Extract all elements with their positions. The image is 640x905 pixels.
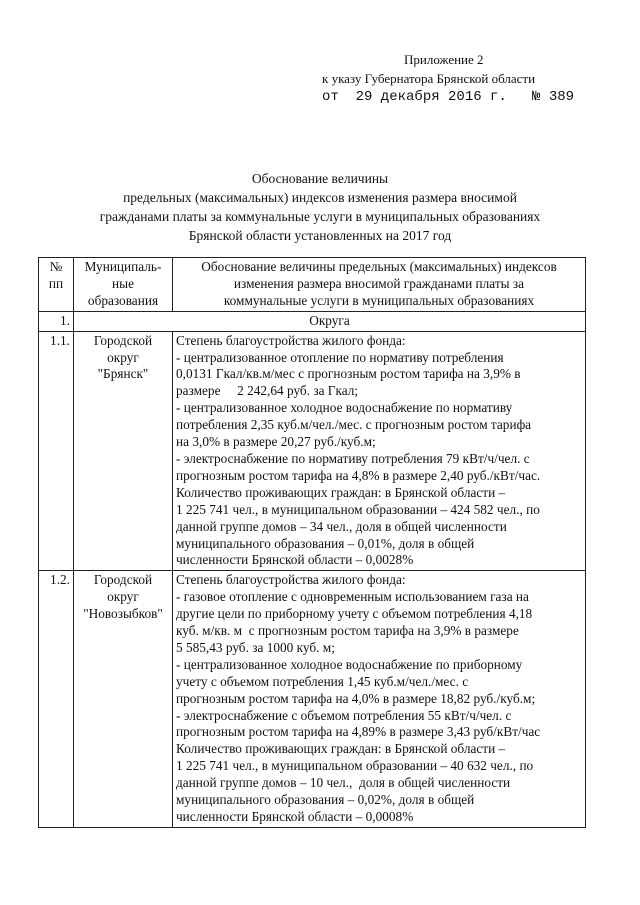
row-justification: Степень благоустройства жилого фонда: - централизованное отопление по нормативу потребления 0,0131 Гкал/кв.м/мес с прогнозным ростом тарифа на 3,9% в размере 2 242,64 руб. за Гкал; - централизованное холодное водоснабжение по нормативу потребления 2,35 куб.м/чел./мес. с прогнозным ростом тарифа на 3,0% в размере 20,27 руб./куб.м; - электроснабжение по нормативу потребления 79 кВт/ч/чел. с прогнозным ростом тарифа на 4,8% в размере 2,40 руб./кВт/час. Количество проживающих граждан: в Брянской области – 1 225 741 чел., в муниципальном образовании – 424 582 чел., по данной группе домов – 34 чел., доля в общей численности муниципального образования – 0,01%, доля в общей численности Брянской области – 0,0028% [173, 331, 586, 571]
document-title [0, 169, 640, 245]
row-num: 1.2. [39, 571, 74, 828]
row-municipality: Городской округ "Новозыбков" [74, 571, 173, 828]
title-line: гражданами платы за коммунальные услуги в муниципальных образованиях [99, 209, 541, 224]
table-row [39, 571, 586, 828]
title-line: Обоснование величины [251, 171, 389, 186]
justification-table [38, 257, 586, 828]
appendix-block [322, 50, 574, 107]
section-num: 1. [39, 311, 74, 331]
section-title: Округа [74, 311, 586, 331]
row-num: 1.1. [39, 331, 74, 571]
appendix-title: Приложение 2 [404, 52, 484, 67]
title-line: предельных (максимальных) индексов изменения размера вносимой [123, 190, 517, 205]
header-municipality: Муниципаль- ные образования [74, 258, 173, 312]
appendix-date-number: от 29 декабря 2016 г. № 389 [322, 89, 575, 105]
appendix-decree-ref: к указу Губернатора Брянской области [322, 71, 536, 86]
row-justification: Степень благоустройства жилого фонда: - газовое отопление с одновременным использованием газа на другие цели по приборному учету с объемом потребления 4,18 куб. м/кв. м с прогнозным ростом тарифа на 3,9% в размере 5 585,43 руб. за 1000 куб. м; - централизованное холодное водоснабжение по приборному учету с объемом потребления 1,45 куб.м/чел./мес. с прогнозным ростом тарифа на 4,0% в размере 18,82 руб./куб.м; - электроснабжение с объемом потребления 55 кВт/ч/чел. с прогнозным ростом тарифа на 4,89% в размере 3,43 руб/кВт/час Количество проживающих граждан: в Брянской области – 1 225 741 чел., в муниципальном образовании – 40 632 чел., по данной группе домов – 10 чел., доля в общей численности муниципального образования – 0,02%, доля в общей численности Брянской области – 0,0008% [173, 571, 586, 828]
table-header-row [39, 258, 586, 312]
header-num: № пп [39, 258, 74, 312]
table-row [39, 331, 586, 571]
row-municipality: Городской округ "Брянск" [74, 331, 173, 571]
section-row [39, 311, 586, 331]
header-justification: Обоснование величины предельных (максимальных) индексов изменения размера вносимой гражданами платы за коммунальные услуги в муниципальных образованиях [173, 258, 586, 312]
title-line: Брянской области установленных на 2017 год [188, 228, 452, 243]
